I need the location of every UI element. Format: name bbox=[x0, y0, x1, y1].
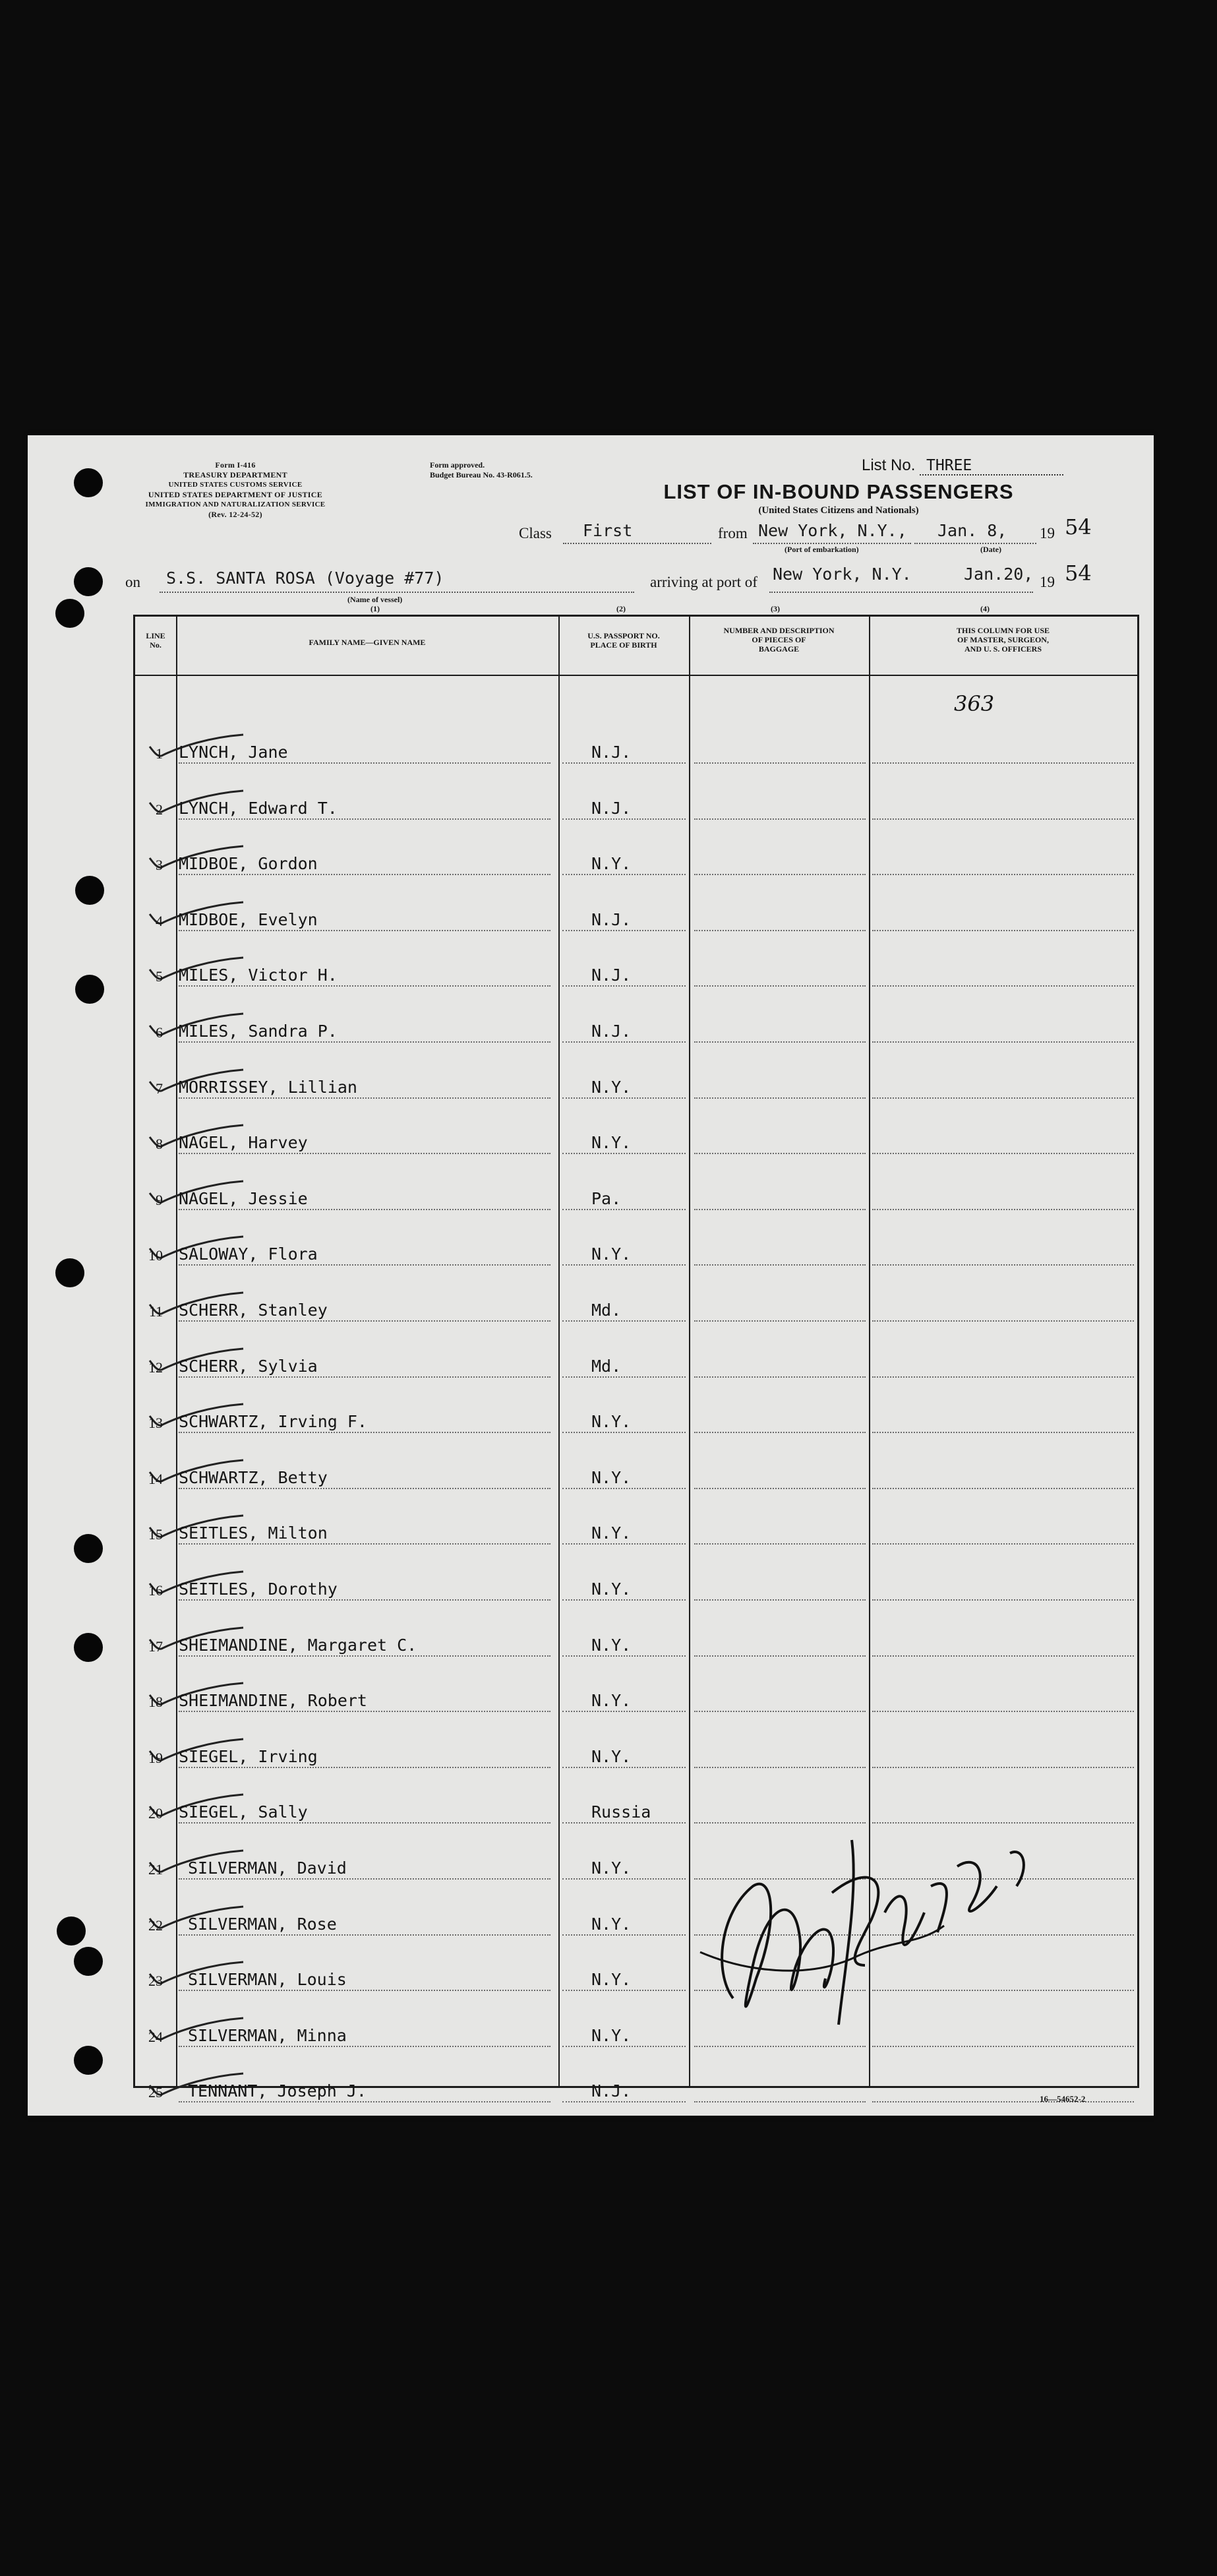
row-fill-line bbox=[179, 1432, 550, 1433]
place-of-birth: N.Y. bbox=[591, 854, 632, 874]
row-fill-line bbox=[872, 1209, 1134, 1210]
row-fill-line bbox=[179, 1376, 550, 1378]
row-fill-line bbox=[872, 1153, 1134, 1154]
header-text: AND U. S. OFFICERS bbox=[964, 644, 1042, 654]
row-fill-line bbox=[872, 2101, 1134, 2102]
row-number: 8 bbox=[156, 1136, 163, 1153]
row-number: 6 bbox=[156, 1024, 163, 1041]
row-fill-line bbox=[694, 1655, 866, 1657]
row-number: 4 bbox=[156, 912, 163, 929]
officer-signature bbox=[694, 1814, 1089, 2051]
row-number: 9 bbox=[156, 1191, 163, 1208]
row-fill-line bbox=[562, 818, 686, 820]
row-fill-line bbox=[872, 1320, 1134, 1322]
row-fill-line bbox=[872, 1432, 1134, 1433]
row-fill-line bbox=[179, 1711, 550, 1712]
place-of-birth: Pa. bbox=[591, 1188, 622, 1208]
row-fill-line bbox=[562, 1209, 686, 1210]
row-fill-line bbox=[562, 1822, 686, 1824]
passenger-name: MILES, Sandra P. bbox=[179, 1022, 338, 1041]
row-fill-line bbox=[179, 1878, 550, 1880]
passenger-name: SILVERMAN, Minna bbox=[188, 2025, 347, 2045]
row-fill-line bbox=[179, 1767, 550, 1768]
caption-3: (3) bbox=[771, 604, 780, 613]
row-fill-line bbox=[694, 985, 866, 987]
class-fill-line bbox=[563, 543, 711, 544]
row-fill-line bbox=[562, 1990, 686, 1991]
row-fill-line bbox=[179, 930, 550, 931]
binder-hole bbox=[55, 1258, 84, 1287]
approval-line: Form approved. bbox=[430, 460, 485, 470]
row-number: 1 bbox=[156, 745, 163, 762]
form-line: UNITED STATES DEPARTMENT OF JUSTICE bbox=[148, 490, 323, 499]
place-of-birth: N.J. bbox=[591, 2081, 632, 2101]
row-fill-line bbox=[694, 818, 866, 820]
passenger-name: SCHWARTZ, Irving F. bbox=[179, 1412, 367, 1432]
row-number: 17 bbox=[148, 1638, 163, 1655]
place-of-birth: N.Y. bbox=[591, 1467, 632, 1487]
binder-hole bbox=[74, 567, 103, 596]
column-header-officers bbox=[869, 626, 1137, 654]
passenger-name: SCHWARTZ, Betty bbox=[179, 1467, 328, 1487]
passenger-name: SIEGEL, Sally bbox=[179, 1802, 308, 1822]
place-of-birth: N.Y. bbox=[591, 2025, 632, 2045]
row-fill-line bbox=[562, 1320, 686, 1322]
row-fill-line bbox=[179, 1097, 550, 1099]
place-of-birth: N.Y. bbox=[591, 1970, 632, 1990]
passenger-name: NAGEL, Harvey bbox=[179, 1133, 308, 1153]
row-number: 13 bbox=[148, 1415, 163, 1432]
passenger-name: SEITLES, Dorothy bbox=[179, 1579, 338, 1599]
row-fill-line bbox=[694, 1320, 866, 1322]
form-approval-block bbox=[430, 460, 533, 480]
row-number: 20 bbox=[148, 1805, 163, 1822]
passenger-name: SILVERMAN, David bbox=[188, 1858, 347, 1878]
passenger-name: SALOWAY, Flora bbox=[179, 1244, 318, 1264]
header-text: LINE bbox=[146, 631, 165, 640]
passenger-name: MORRISSEY, Lillian bbox=[179, 1077, 357, 1097]
place-of-birth: N.Y. bbox=[591, 1746, 632, 1766]
row-number: 21 bbox=[148, 1861, 163, 1878]
passenger-name: SCHERR, Sylvia bbox=[179, 1356, 318, 1376]
row-fill-line bbox=[179, 762, 550, 764]
header-text: OF PIECES OF bbox=[752, 635, 806, 644]
passenger-name: SILVERMAN, Louis bbox=[188, 1970, 347, 1990]
row-fill-line bbox=[179, 874, 550, 875]
row-fill-line bbox=[694, 1264, 866, 1266]
list-number bbox=[862, 456, 1063, 475]
row-fill-line bbox=[872, 1655, 1134, 1657]
row-fill-line bbox=[872, 1264, 1134, 1266]
form-number: 16—54652-2 bbox=[1040, 2094, 1086, 2104]
row-number: 12 bbox=[148, 1359, 163, 1376]
row-fill-line bbox=[872, 930, 1134, 931]
row-number: 3 bbox=[156, 857, 163, 874]
row-fill-line bbox=[562, 1543, 686, 1545]
arrival-year-prefix: 19 bbox=[1040, 574, 1055, 590]
row-fill-line bbox=[562, 762, 686, 764]
page-title: LIST OF IN-BOUND PASSENGERS bbox=[663, 480, 1014, 503]
binder-hole bbox=[74, 2046, 103, 2075]
row-number: 25 bbox=[148, 2084, 163, 2101]
vessel-fill-line bbox=[160, 592, 634, 593]
year-prefix: 19 bbox=[1040, 525, 1055, 541]
row-fill-line bbox=[179, 1209, 550, 1210]
row-fill-line bbox=[694, 1767, 866, 1768]
arrival-year: 54 bbox=[1065, 561, 1092, 586]
row-fill-line bbox=[872, 874, 1134, 875]
place-of-birth: Md. bbox=[591, 1356, 622, 1376]
row-fill-line bbox=[179, 1488, 550, 1489]
row-fill-line bbox=[179, 1153, 550, 1154]
row-fill-line bbox=[562, 1488, 686, 1489]
passenger-name: LYNCH, Edward T. bbox=[179, 798, 338, 818]
place-of-birth: N.Y. bbox=[591, 1412, 632, 1432]
row-fill-line bbox=[872, 1711, 1134, 1712]
arrival-port: New York, N.Y. bbox=[773, 565, 912, 584]
row-fill-line bbox=[562, 1264, 686, 1266]
row-fill-line bbox=[179, 2101, 550, 2102]
row-number: 7 bbox=[156, 1080, 163, 1097]
row-fill-line bbox=[694, 1711, 866, 1712]
column-header-name bbox=[176, 638, 558, 647]
binder-hole bbox=[74, 1947, 103, 1976]
place-of-birth: N.J. bbox=[591, 909, 632, 929]
approval-line: Budget Bureau No. 43-R061.5. bbox=[430, 470, 533, 479]
arriving-label: arriving at port of bbox=[650, 574, 757, 590]
binder-hole bbox=[74, 1633, 103, 1662]
row-fill-line bbox=[694, 1209, 866, 1210]
passenger-name: LYNCH, Jane bbox=[179, 743, 288, 762]
row-fill-line bbox=[562, 1655, 686, 1657]
binder-hole bbox=[74, 468, 103, 497]
place-of-birth: N.Y. bbox=[591, 1635, 632, 1655]
row-fill-line bbox=[562, 1878, 686, 1880]
passenger-name: MIDBOE, Gordon bbox=[179, 854, 318, 874]
binder-hole bbox=[55, 599, 84, 628]
row-fill-line bbox=[872, 1767, 1134, 1768]
column-divider bbox=[176, 617, 177, 2086]
embarkation-port: New York, N.Y., bbox=[758, 521, 907, 540]
binder-hole bbox=[75, 876, 104, 905]
row-fill-line bbox=[179, 985, 550, 987]
row-fill-line bbox=[562, 930, 686, 931]
row-fill-line bbox=[562, 1934, 686, 1936]
place-of-birth: N.Y. bbox=[591, 1858, 632, 1878]
passenger-name: SILVERMAN, Rose bbox=[188, 1914, 337, 1934]
header-text: THIS COLUMN FOR USE bbox=[956, 626, 1050, 635]
date-fill-line bbox=[914, 543, 1036, 544]
row-fill-line bbox=[872, 1488, 1134, 1489]
place-of-birth: N.Y. bbox=[591, 1914, 632, 1934]
row-number: 16 bbox=[148, 1582, 163, 1599]
row-fill-line bbox=[694, 1599, 866, 1601]
row-fill-line bbox=[872, 985, 1134, 987]
page-title-block bbox=[568, 480, 1109, 516]
row-fill-line bbox=[179, 1822, 550, 1824]
row-fill-line bbox=[872, 1543, 1134, 1545]
row-fill-line bbox=[562, 1376, 686, 1378]
row-fill-line bbox=[694, 874, 866, 875]
form-line: IMMIGRATION AND NATURALIZATION SERVICE bbox=[145, 501, 326, 508]
row-fill-line bbox=[179, 1599, 550, 1601]
form-line: TREASURY DEPARTMENT bbox=[183, 470, 287, 479]
list-number-label: List No. bbox=[862, 456, 916, 474]
row-number: 2 bbox=[156, 801, 163, 818]
row-fill-line bbox=[872, 1097, 1134, 1099]
row-number: 24 bbox=[148, 2028, 163, 2045]
form-agency-block bbox=[127, 460, 344, 520]
header-text: U.S. PASSPORT NO. bbox=[587, 631, 660, 640]
row-fill-line bbox=[694, 762, 866, 764]
row-fill-line bbox=[562, 985, 686, 987]
passenger-name: MILES, Victor H. bbox=[179, 966, 338, 985]
row-fill-line bbox=[562, 2046, 686, 2047]
row-fill-line bbox=[694, 1376, 866, 1378]
arrival-date: Jan.20, bbox=[964, 565, 1034, 584]
row-fill-line bbox=[694, 1432, 866, 1433]
passenger-name: SIEGEL, Irving bbox=[179, 1746, 318, 1766]
column-header-line-no bbox=[135, 631, 176, 650]
embarkation-year: 54 bbox=[1065, 514, 1092, 539]
row-fill-line bbox=[562, 1711, 686, 1712]
column-header-baggage bbox=[689, 626, 869, 654]
row-fill-line bbox=[562, 2101, 686, 2102]
place-of-birth: Russia bbox=[591, 1802, 651, 1822]
row-fill-line bbox=[562, 1153, 686, 1154]
row-number: 5 bbox=[156, 968, 163, 985]
class-label: Class bbox=[519, 525, 552, 541]
binder-hole bbox=[57, 1917, 86, 1946]
place-of-birth: N.J. bbox=[591, 1022, 632, 1041]
date-caption: (Date) bbox=[980, 545, 1001, 554]
form-line: UNITED STATES CUSTOMS SERVICE bbox=[168, 481, 303, 489]
passenger-name: SHEIMANDINE, Robert bbox=[179, 1691, 367, 1711]
passenger-name: MIDBOE, Evelyn bbox=[179, 909, 318, 929]
passenger-name: SEITLES, Milton bbox=[179, 1523, 328, 1543]
place-of-birth: N.J. bbox=[591, 798, 632, 818]
passenger-name: TENNANT, Joseph J. bbox=[188, 2081, 367, 2101]
embarkation-date: Jan. 8, bbox=[937, 521, 1007, 540]
port-fill-line bbox=[753, 543, 911, 544]
row-fill-line bbox=[179, 818, 550, 820]
header-text: NUMBER AND DESCRIPTION bbox=[723, 626, 835, 635]
caption-4: (4) bbox=[980, 604, 990, 613]
place-of-birth: N.Y. bbox=[591, 1579, 632, 1599]
place-of-birth: N.J. bbox=[591, 966, 632, 985]
row-fill-line bbox=[872, 1041, 1134, 1043]
passenger-name: SHEIMANDINE, Margaret C. bbox=[179, 1635, 417, 1655]
row-fill-line bbox=[179, 1990, 550, 1991]
header-rule bbox=[135, 675, 1137, 676]
place-of-birth: N.Y. bbox=[591, 1133, 632, 1153]
place-of-birth: N.Y. bbox=[591, 1244, 632, 1264]
caption-2: (2) bbox=[616, 604, 626, 613]
header-text: PLACE OF BIRTH bbox=[590, 640, 657, 650]
row-number: 11 bbox=[148, 1303, 163, 1320]
row-fill-line bbox=[562, 1097, 686, 1099]
row-fill-line bbox=[694, 930, 866, 931]
row-number: 15 bbox=[148, 1526, 163, 1543]
row-fill-line bbox=[562, 874, 686, 875]
row-fill-line bbox=[694, 2101, 866, 2102]
passenger-name: SCHERR, Stanley bbox=[179, 1301, 328, 1320]
row-number: 23 bbox=[148, 1973, 163, 1990]
column-divider bbox=[689, 617, 690, 2086]
place-of-birth: N.Y. bbox=[591, 1691, 632, 1711]
list-number-value: THREE bbox=[920, 457, 1063, 475]
column-header-passport bbox=[558, 631, 689, 650]
row-fill-line bbox=[872, 762, 1134, 764]
binder-hole bbox=[74, 1534, 103, 1563]
row-fill-line bbox=[872, 1599, 1134, 1601]
place-of-birth: N.J. bbox=[591, 743, 632, 762]
row-fill-line bbox=[694, 1488, 866, 1489]
row-fill-line bbox=[694, 1543, 866, 1545]
from-label: from bbox=[718, 525, 748, 541]
row-fill-line bbox=[872, 818, 1134, 820]
caption-1: (1) bbox=[371, 604, 380, 613]
column-divider bbox=[558, 617, 560, 2086]
row-number: 14 bbox=[148, 1470, 163, 1487]
arrival-port-fill-line bbox=[769, 592, 1033, 593]
row-fill-line bbox=[694, 1153, 866, 1154]
row-number: 22 bbox=[148, 1917, 163, 1934]
class-value: First bbox=[583, 521, 633, 540]
binder-hole bbox=[75, 975, 104, 1004]
place-of-birth: Md. bbox=[591, 1301, 622, 1320]
row-fill-line bbox=[179, 1264, 550, 1266]
header-text: FAMILY NAME—GIVEN NAME bbox=[309, 638, 426, 647]
row-number: 19 bbox=[148, 1749, 163, 1766]
page-subtitle: (United States Citizens and Nationals) bbox=[758, 505, 919, 516]
vessel-name: S.S. SANTA ROSA (Voyage #77) bbox=[166, 568, 444, 588]
passenger-name: NAGEL, Jessie bbox=[179, 1188, 308, 1208]
row-fill-line bbox=[694, 1041, 866, 1043]
port-caption: (Port of embarkation) bbox=[785, 545, 859, 554]
row-fill-line bbox=[179, 1543, 550, 1545]
row-fill-line bbox=[562, 1041, 686, 1043]
row-fill-line bbox=[179, 1041, 550, 1043]
row-fill-line bbox=[562, 1432, 686, 1433]
place-of-birth: N.Y. bbox=[591, 1523, 632, 1543]
header-text: BAGGAGE bbox=[758, 644, 800, 654]
header-text: OF MASTER, SURGEON, bbox=[957, 635, 1049, 644]
place-of-birth: N.Y. bbox=[591, 1077, 632, 1097]
vessel-caption: (Name of vessel) bbox=[347, 595, 403, 604]
form-line: Form I-416 bbox=[215, 460, 256, 470]
row-number: 10 bbox=[148, 1247, 163, 1264]
row-fill-line bbox=[562, 1767, 686, 1768]
row-fill-line bbox=[179, 1934, 550, 1936]
on-label: on bbox=[125, 574, 140, 590]
header-text: No. bbox=[150, 640, 162, 650]
manifest-page bbox=[28, 435, 1154, 2116]
row-fill-line bbox=[179, 1655, 550, 1657]
row-fill-line bbox=[694, 1097, 866, 1099]
officer-note: 363 bbox=[954, 691, 995, 716]
row-number: 18 bbox=[148, 1694, 163, 1711]
row-fill-line bbox=[872, 1376, 1134, 1378]
row-fill-line bbox=[179, 1320, 550, 1322]
row-fill-line bbox=[562, 1599, 686, 1601]
form-line: (Rev. 12-24-52) bbox=[208, 510, 262, 519]
row-fill-line bbox=[179, 2046, 550, 2047]
